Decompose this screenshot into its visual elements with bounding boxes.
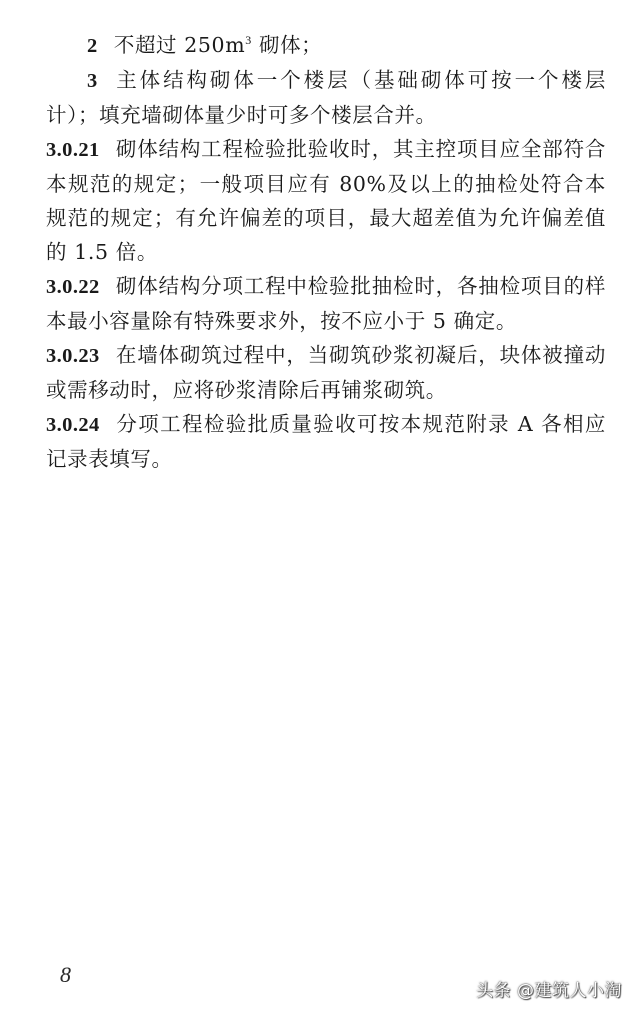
list-item-number: 2 <box>87 35 98 57</box>
clause-number: 3.0.24 <box>46 414 100 436</box>
clause-3-0-24 <box>46 407 606 476</box>
page-number: 8 <box>60 962 71 987</box>
list-item-text-end: 砌体； <box>251 33 323 57</box>
list-item-number: 3 <box>87 70 98 92</box>
document-body <box>46 28 606 476</box>
clause-text: 砌体结构工程检验批验收时，其主控项目应全部符合本规范的规定；一般项目应有 80%及以上的抽检处符合本规范的规定；有允许偏差的项目，最大超差值为允许偏差值的 1.5 倍。 <box>46 137 606 264</box>
clause-number: 3.0.23 <box>46 345 100 367</box>
list-item-2 <box>46 28 606 63</box>
list-item-3 <box>46 63 606 132</box>
clause-text: 砌体结构分项工程中检验批抽检时，各抽检项目的样本最小容量除有特殊要求外，按不应小于 5 确定。 <box>46 274 606 333</box>
clause-3-0-23 <box>46 338 606 407</box>
clause-number: 3.0.21 <box>46 139 100 161</box>
superscript: 3 <box>245 33 252 48</box>
clause-3-0-22 <box>46 269 606 338</box>
clause-text: 在墙体砌筑过程中，当砌筑砂浆初凝后，块体被撞动或需移动时，应将砂浆清除后再铺浆砌筑。 <box>46 343 606 402</box>
list-item-text: 主体结构砌体一个楼层（基础砌体可按一个楼层计）；填充墙砌体量少时可多个楼层合并。 <box>46 68 606 127</box>
clause-3-0-21 <box>46 132 606 269</box>
watermark: 头条 @建筑人小淘 <box>476 981 622 1001</box>
list-item-text: 不超过 250m <box>113 33 246 57</box>
clause-number: 3.0.22 <box>46 276 100 298</box>
clause-text: 分项工程检验批质量验收可按本规范附录 A 各相应记录表填写。 <box>46 412 606 471</box>
